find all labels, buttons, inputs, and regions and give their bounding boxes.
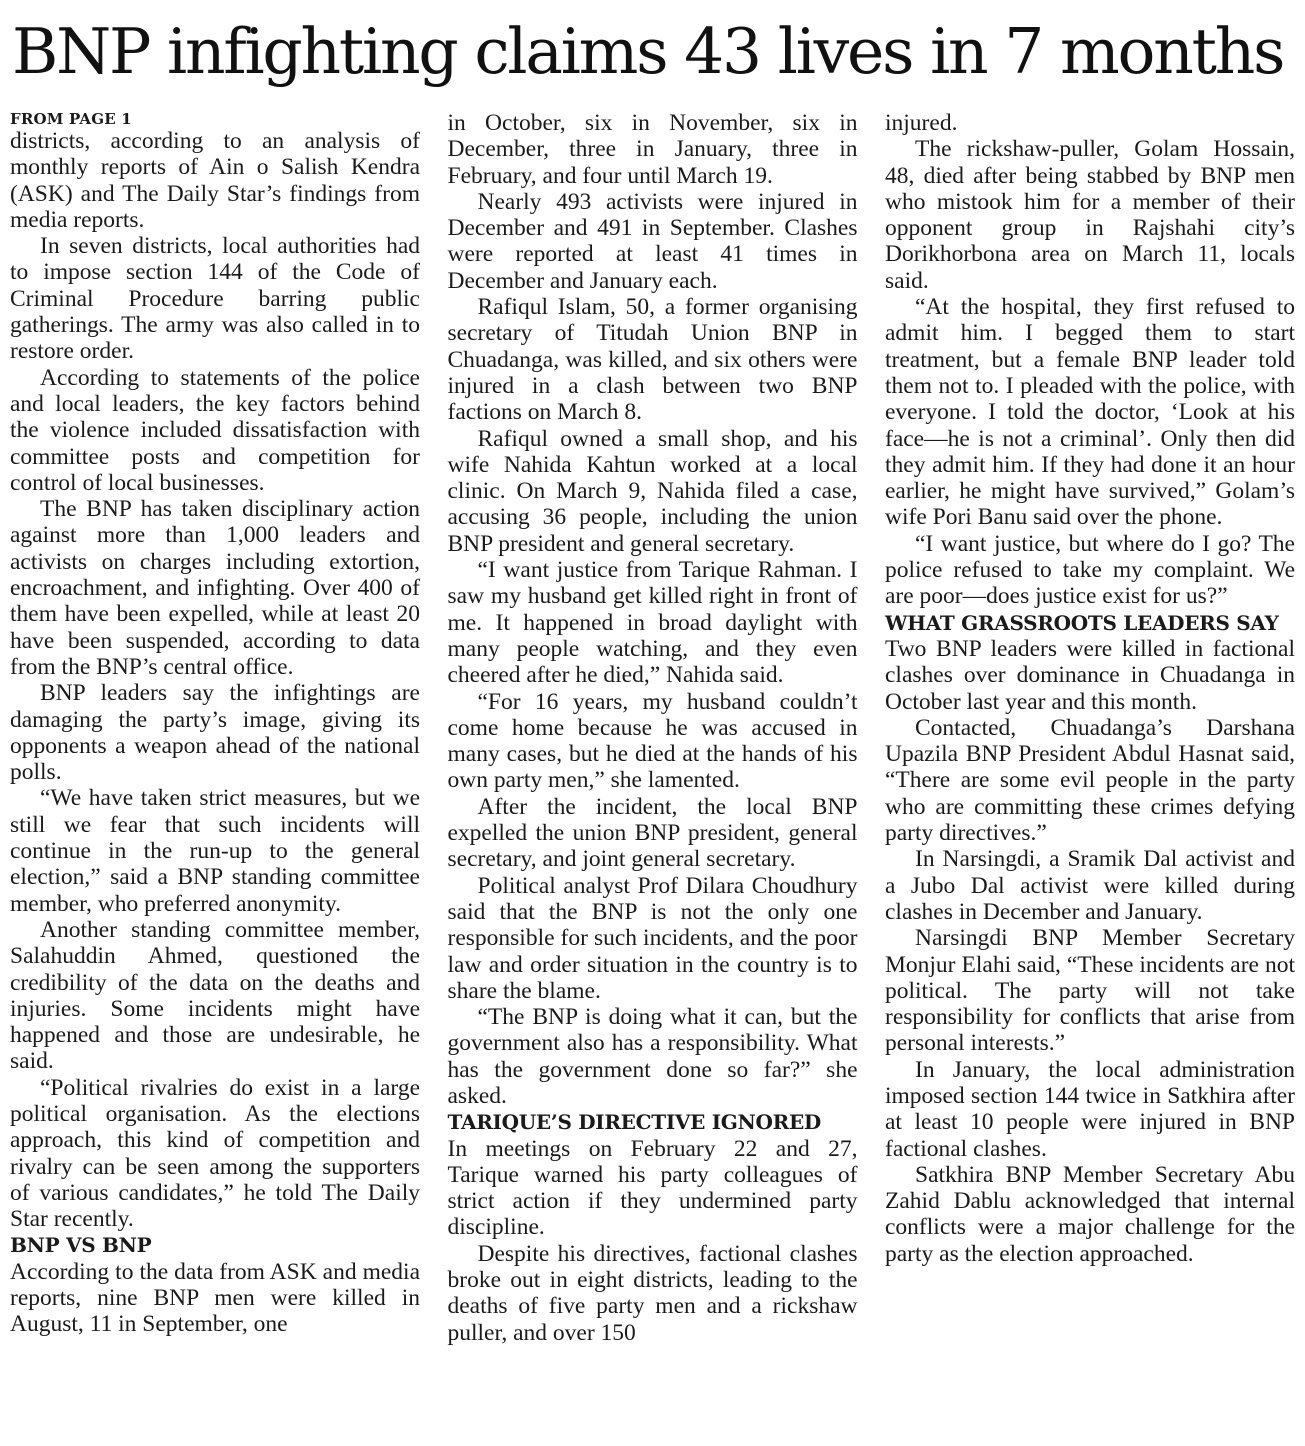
column-2	[448, 110, 858, 1346]
paragraph: In meetings on February 22 and 27, Tarique warned his party colleagues of strict action if they undermined party discipline.	[447, 1135, 858, 1241]
paragraph: BNP leaders say the infightings are damaging the party’s image, giving its opponents a weapon ahead of the national polls.	[10, 680, 420, 786]
paragraph: After the incident, the local BNP expelled the union BNP president, general secretary, and joint general secretary.	[447, 793, 858, 873]
paragraph: Satkhira BNP Member Secretary Abu Zahid Dablu acknowledged that internal conflicts were a major challenge for the party as the election approached.	[885, 1161, 1295, 1267]
paragraph: “We have taken strict measures, but we still we fear that such incidents will continue in the run-up to the general election,” said a BNP standing committee member, who preferred anonymity.	[10, 785, 420, 917]
paragraph: injured.	[885, 110, 958, 136]
subheading-directive-ignored: TARIQUE’S DIRECTIVE IGNORED	[447, 1110, 821, 1135]
paragraph: The rickshaw-puller, Golam Hossain, 48, died after being stabbed by BNP men who mistook him for a member of their opponent group in Rajshahi city’s Dorikhorbona area on March 11, locals said.	[885, 136, 1295, 294]
paragraph: Political analyst Prof Dilara Choudhury said that the BNP is not the only one responsible for such incidents, and the poor law and order situation in the country is to share the blame.	[447, 872, 858, 1004]
paragraph: Another standing committee member, Salahuddin Ahmed, questioned the credibility of the data on the deaths and injuries. Some incidents might have happened and those are undesirable, he said.	[10, 916, 420, 1075]
continuation-kicker: FROM PAGE 1	[10, 110, 132, 128]
headline: BNP infighting claims 43 lives in 7 months	[12, 15, 1284, 88]
subheading-bnp-vs-bnp: BNP VS BNP	[10, 1233, 152, 1258]
paragraph: Nearly 493 activists were injured in December and 491 in September. Clashes were reported at least 41 times in December and January each.	[447, 188, 858, 294]
paragraph: “I want justice, but where do I go? The police refused to take my complaint. We are poor—does justice exist for us?”	[885, 530, 1295, 610]
paragraph: According to the data from ASK and media reports, nine BNP men were killed in August, 11 in September, one	[10, 1258, 420, 1338]
article-columns	[10, 110, 1295, 1346]
paragraph: According to statements of the police and local leaders, the key factors behind the violence included dissatisfaction with committee posts and competition for control of local businesses.	[10, 364, 420, 496]
paragraph: “Political rivalries do exist in a large political organisation. As the elections approach, this kind of competition and rivalry can be seen among the supporters of various candidates,” he told The Daily Star recently.	[10, 1074, 420, 1233]
paragraph: Two BNP leaders were killed in factional clashes over dominance in Chuadanga in October last year and this month.	[885, 635, 1295, 715]
column-3	[885, 110, 1295, 1346]
paragraph: In seven districts, local authorities had to impose section 144 of the Code of Criminal Procedure barring public gatherings. The army was also called in to restore order.	[10, 233, 420, 365]
paragraph: “The BNP is doing what it can, but the government also has a responsibility. What has the government done so far?” she asked.	[447, 1004, 858, 1109]
paragraph: Narsingdi BNP Member Secretary Monjur Elahi said, “These incidents are not political. The party will not take responsibility for conflicts that arise from personal interests.”	[885, 925, 1295, 1057]
paragraph: Rafiqul Islam, 50, a former organising secretary of Titudah Union BNP in Chuadanga, was killed, and six others were injured in a clash between two BNP factions on March 8.	[447, 294, 858, 426]
paragraph: Contacted, Chuadanga’s Darshana Upazila BNP President Abdul Hasnat said, “There are some evil people in the party who are committing these crimes defying party directives.”	[885, 714, 1295, 847]
paragraph: In Narsingdi, a Sramik Dal activist and a Jubo Dal activist were killed during clashes in December and January.	[885, 846, 1295, 925]
paragraph: Rafiqul owned a small shop, and his wife Nahida Kahtun worked at a local clinic. On March 9, Nahida filed a case, accusing 36 people, including the union BNP president and general secretary.	[447, 425, 858, 557]
paragraph: The BNP has taken disciplinary action against more than 1,000 leaders and activists on charges including extortion, encroachment, and infighting. Over 400 of them have been expelled, while at least 20 have been suspended, according to data from the BNP’s central office.	[10, 496, 420, 680]
subheading-grassroots-leaders: WHAT GRASSROOTS LEADERS SAY	[885, 610, 1279, 635]
paragraph: “I want justice from Tarique Rahman. I saw my husband get killed right in front of me. It happened in broad daylight with many people watching, and they even cheered after he died,” Nahida said.	[447, 557, 858, 689]
paragraph: “At the hospital, they first refused to admit him. I begged them to start treatment, but a female BNP leader told them not to. I pleaded with the police, with everyone. I told the doctor, ‘Look at his face—he is not a criminal’. Only then did they admit him. If they had done it an hour earlier, he might have survived,” Golam’s wife Pori Banu said over the phone.	[885, 294, 1295, 531]
paragraph: “For 16 years, my husband couldn’t come home because he was accused in many cases, but he died at the hands of his own party men,” she lamented.	[447, 688, 858, 794]
paragraph: In January, the local administration imposed section 144 twice in Satkhira after at least 10 people were injured in BNP factional clashes.	[885, 1056, 1295, 1162]
column-1	[10, 110, 420, 1346]
paragraph: Despite his directives, factional clashes broke out in eight districts, leading to the deaths of five party men and a rickshaw puller, and over 150	[447, 1240, 858, 1346]
paragraph: in October, six in November, six in December, three in January, three in February, and four until March 19.	[447, 110, 858, 189]
paragraph: districts, according to an analysis of monthly reports of Ain o Salish Kendra (ASK) and The Daily Star’s findings from media reports.	[10, 128, 420, 233]
